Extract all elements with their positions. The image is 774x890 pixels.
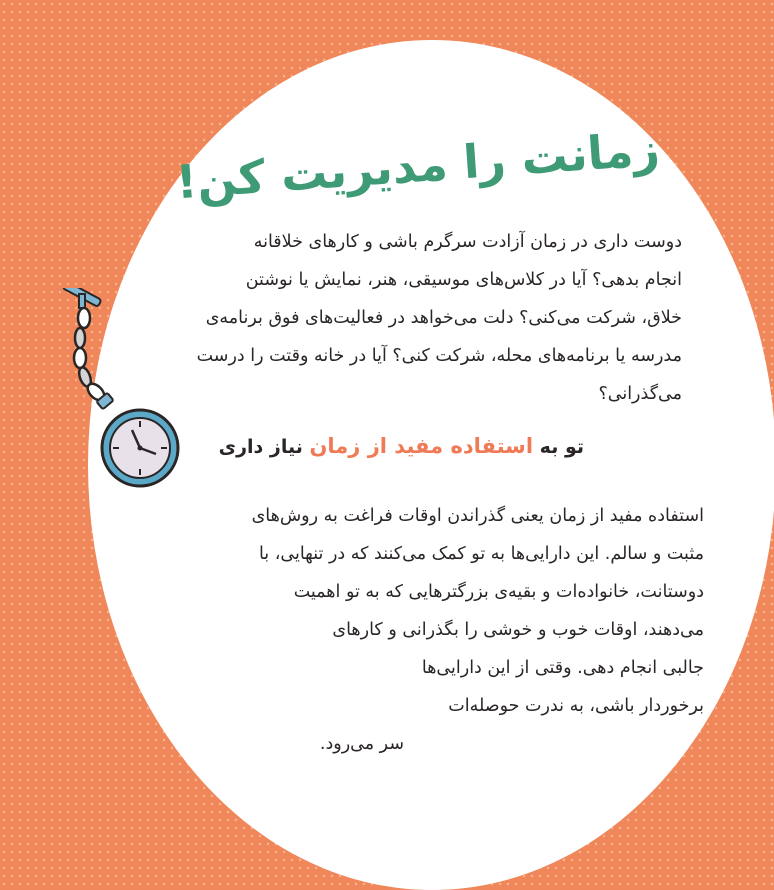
body-line: استفاده مفید از زمان یعنی گذراندن اوقات فراغت به روش‌های — [251, 506, 704, 526]
intro-line: انجام بدهی؟ آیا در کلاس‌های موسیقی، هنر، نمایش یا نوشتن — [245, 270, 682, 290]
body-paragraph — [64, 497, 704, 763]
intro-line: دوست داری در زمان آزادت سرگرم باشی و کارهای خلاقانه — [253, 232, 682, 252]
subheading-suffix: نیاز داری — [218, 436, 303, 458]
section-subheading — [124, 434, 584, 458]
intro-line: مدرسه یا برنامه‌های محله، شرکت کنی؟ آیا در خانه وقتت را درست — [196, 346, 682, 366]
body-line: سر می‌رود. — [319, 734, 404, 754]
intro-line: می‌گذرانی؟ — [598, 384, 682, 404]
intro-paragraph — [102, 223, 682, 413]
intro-line: خلاق، شرکت می‌کنی؟ دلت می‌خواهد در فعالیت‌های فوق برنامه‌ی — [205, 308, 682, 328]
body-line: مثبت و سالم. این دارایی‌ها به تو کمک می‌کنند که در تنهایی، با — [258, 544, 704, 564]
page-title: زمانت را مدیریت کن! — [174, 121, 662, 210]
subheading-highlight: استفاده مفید از زمان — [309, 434, 534, 458]
pocket-watch-icon — [58, 288, 188, 498]
subheading-prefix: تو به — [539, 436, 584, 458]
body-line: جالبی انجام دهی. وقتی از این دارایی‌ها — [421, 658, 704, 678]
body-line: می‌دهند، اوقات خوب و خوشی را بگذرانی و کارهای — [332, 620, 704, 640]
body-line: برخوردار باشی، به ندرت حوصله‌ات — [448, 696, 704, 716]
body-line: دوستانت، خانواده‌ات و بقیه‌ی بزرگترهایی که به تو اهمیت — [293, 582, 704, 602]
